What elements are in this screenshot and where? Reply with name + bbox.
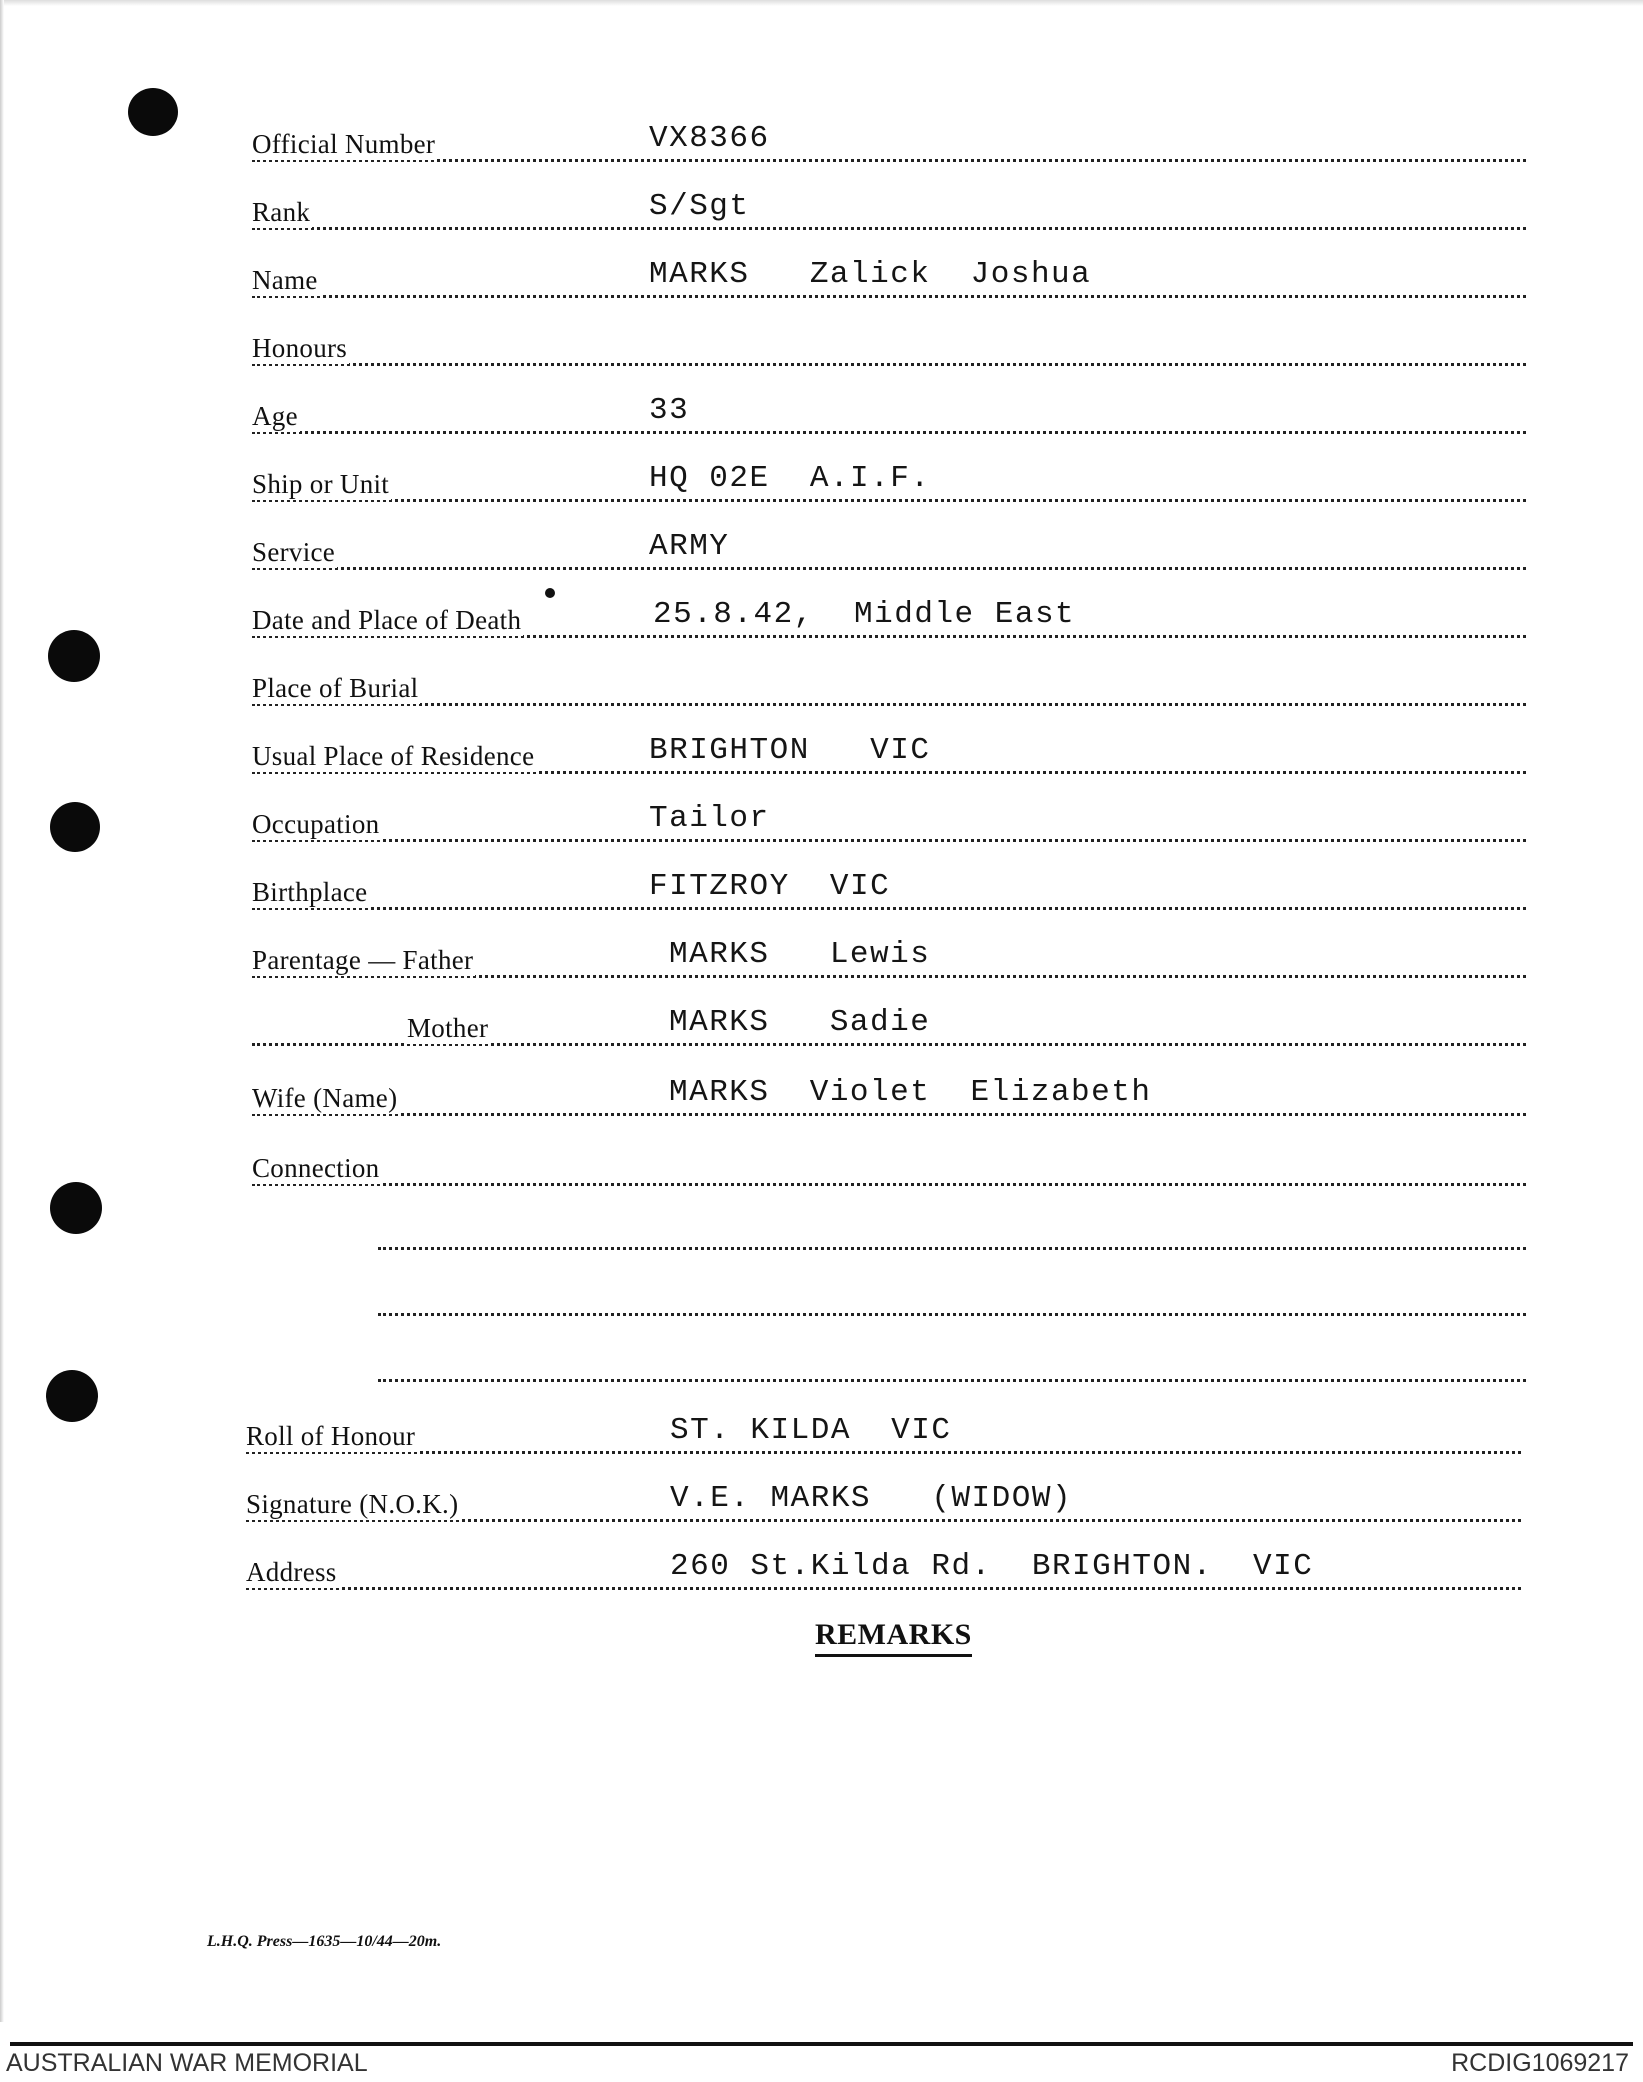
- official-number-label: Official Number: [252, 129, 436, 159]
- signature-label: Signature (N.O.K.): [246, 1489, 459, 1519]
- birthplace-value: FITZROY VIC: [649, 869, 891, 904]
- age-label: Age: [252, 401, 298, 431]
- roll-of-honour-value: ST. KILDA VIC: [670, 1413, 952, 1448]
- connection-extra-line: [378, 1280, 1526, 1320]
- father-label: Parentage — Father: [252, 945, 474, 975]
- father-value: MARKS Lewis: [669, 937, 931, 972]
- honours-label: Honours: [252, 333, 348, 363]
- ink-speck: [545, 588, 555, 598]
- footer-record-id: RCDIG1069217: [1451, 2049, 1629, 2077]
- death-label: Date and Place of Death: [252, 605, 522, 635]
- mother-value: MARKS Sadie: [669, 1005, 931, 1040]
- connection-extra-line: [378, 1346, 1526, 1386]
- service-label: Service: [252, 537, 336, 567]
- roll-of-honour-label: Roll of Honour: [246, 1421, 416, 1451]
- occupation-row: [252, 801, 1526, 846]
- ship-or-unit-label: Ship or Unit: [252, 469, 390, 499]
- punch-hole: [128, 88, 178, 136]
- punch-hole: [48, 630, 100, 682]
- burial-label: Place of Burial: [252, 673, 419, 703]
- punch-hole: [46, 1370, 98, 1422]
- birthplace-label: Birthplace: [252, 877, 368, 907]
- official-number-row: [252, 121, 1526, 166]
- name-label: Name: [252, 265, 318, 295]
- official-number-value: VX8366: [649, 121, 770, 156]
- service-value: ARMY: [649, 529, 730, 564]
- remarks-heading: REMARKS: [815, 1618, 972, 1657]
- residence-row: [252, 733, 1526, 778]
- address-row: [246, 1549, 1521, 1594]
- connection-label: Connection: [252, 1153, 380, 1183]
- wife-label: Wife (Name): [252, 1083, 398, 1113]
- burial-row: [252, 670, 1526, 710]
- signature-row: [246, 1481, 1521, 1526]
- father-row: [252, 937, 1526, 982]
- roll-of-honour-row: [246, 1413, 1521, 1458]
- rank-row: [252, 189, 1526, 234]
- scan-left-edge: [0, 0, 4, 2022]
- rank-value: S/Sgt: [649, 189, 750, 224]
- birthplace-row: [252, 869, 1526, 914]
- honours-row: [252, 330, 1526, 370]
- punch-hole: [50, 1182, 102, 1234]
- residence-value: BRIGHTON VIC: [649, 733, 931, 768]
- scan-top-edge: [0, 0, 1643, 6]
- mother-row: [252, 1005, 1526, 1050]
- signature-value: V.E. MARKS (WIDOW): [670, 1481, 1073, 1516]
- ship-or-unit-value: HQ 02E A.I.F.: [649, 461, 931, 496]
- residence-label: Usual Place of Residence: [252, 741, 535, 771]
- name-value: MARKS Zalick Joshua: [649, 257, 1092, 292]
- address-value: 260 St.Kilda Rd. BRIGHTON. VIC: [670, 1549, 1314, 1584]
- age-value: 33: [649, 393, 690, 428]
- connection-extra-line: [378, 1214, 1526, 1254]
- occupation-label: Occupation: [252, 809, 380, 839]
- connection-row: [252, 1150, 1526, 1190]
- wife-row: [252, 1075, 1526, 1120]
- service-row: [252, 529, 1526, 574]
- name-row: [252, 257, 1526, 302]
- footer-rule: [10, 2042, 1633, 2046]
- death-row: [252, 597, 1526, 642]
- footer-archive-name: AUSTRALIAN WAR MEMORIAL: [6, 2049, 368, 2077]
- rank-label: Rank: [252, 197, 311, 227]
- mother-label: Mother: [407, 1013, 489, 1043]
- occupation-value: Tailor: [649, 801, 770, 836]
- punch-hole: [50, 802, 100, 852]
- age-row: [252, 393, 1526, 438]
- address-label: Address: [246, 1557, 337, 1587]
- ship-or-unit-row: [252, 461, 1526, 506]
- death-value: 25.8.42, Middle East: [653, 597, 1076, 632]
- printer-imprint: L.H.Q. Press—1635—10/44—20m.: [207, 1933, 442, 1950]
- wife-value: MARKS Violet Elizabeth: [669, 1075, 1152, 1110]
